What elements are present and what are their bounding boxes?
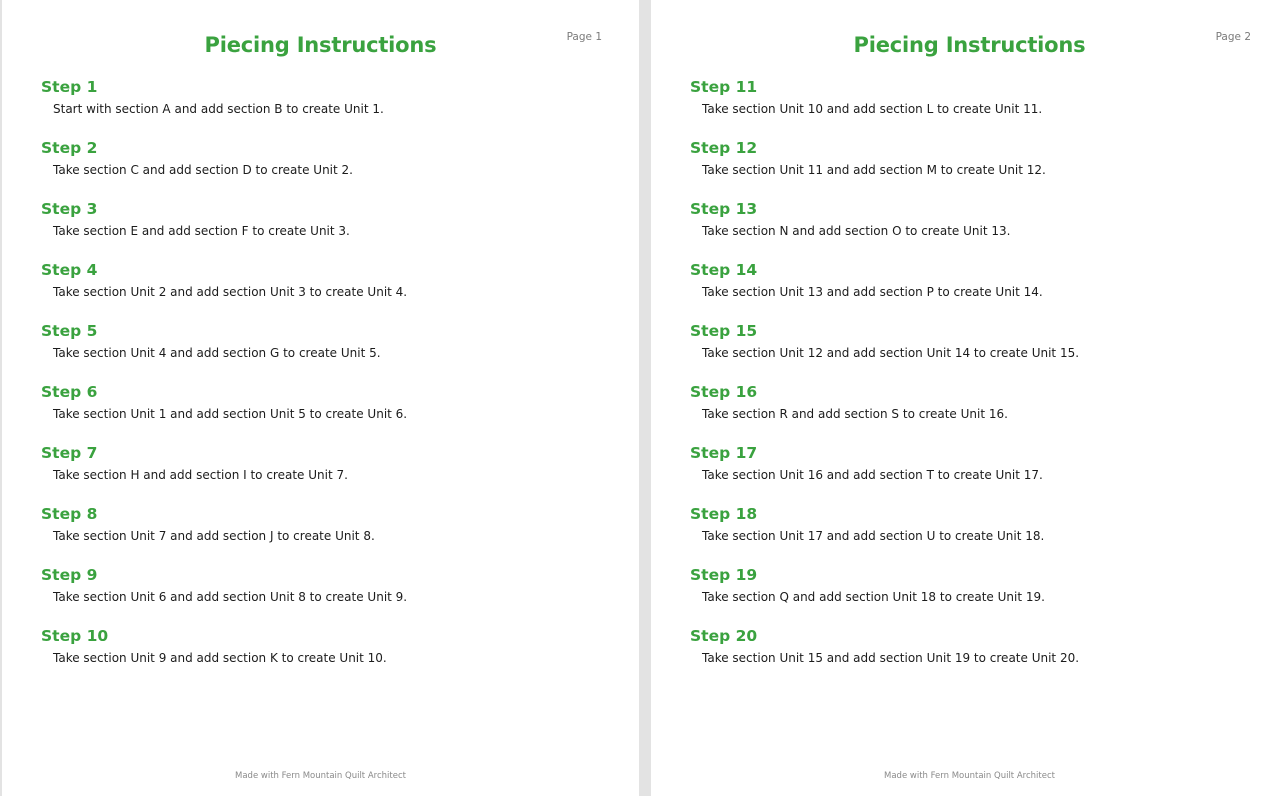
step-heading: Step 9: [41, 566, 98, 584]
step-heading: Step 4: [41, 261, 98, 279]
document-page-1: [2, 0, 639, 796]
step-instruction: Take section Unit 10 and add section L to create Unit 11.: [702, 102, 1043, 116]
step-item: [41, 443, 601, 504]
step-instruction: Take section Unit 16 and add section T to create Unit 17.: [702, 468, 1043, 482]
step-item: [690, 138, 1250, 199]
step-instruction: Take section Unit 6 and add section Unit 8 to create Unit 9.: [53, 590, 408, 604]
step-heading: Step 8: [41, 505, 98, 523]
step-item: [690, 443, 1250, 504]
step-instruction: Take section Unit 2 and add section Unit 3 to create Unit 4.: [53, 285, 408, 299]
step-instruction: Take section Q and add section Unit 18 to create Unit 19.: [702, 590, 1045, 604]
step-heading: Step 19: [690, 566, 758, 584]
page-title: Piecing Instructions: [853, 33, 1086, 57]
step-heading: Step 11: [690, 78, 758, 96]
step-item: [690, 199, 1250, 260]
step-item: [690, 565, 1250, 626]
step-instruction: Take section Unit 11 and add section M to create Unit 12.: [702, 163, 1046, 177]
step-instruction: Take section C and add section D to create Unit 2.: [53, 163, 353, 177]
step-instruction: Take section Unit 1 and add section Unit 5 to create Unit 6.: [53, 407, 408, 421]
step-instruction: Take section R and add section S to create Unit 16.: [702, 407, 1008, 421]
step-item: [41, 77, 601, 138]
step-instruction: Take section H and add section I to create Unit 7.: [53, 468, 348, 482]
step-instruction: Take section Unit 17 and add section U to create Unit 18.: [702, 529, 1045, 543]
step-item: [690, 626, 1250, 687]
step-list: [690, 77, 1250, 687]
step-instruction: Take section N and add section O to create Unit 13.: [702, 224, 1011, 238]
step-heading: Step 10: [41, 627, 109, 645]
page-number: Page 2: [1215, 31, 1251, 43]
step-instruction: Take section Unit 9 and add section K to create Unit 10.: [53, 651, 387, 665]
step-instruction: Start with section A and add section B to create Unit 1.: [53, 102, 384, 116]
step-heading: Step 18: [690, 505, 758, 523]
step-heading: Step 1: [41, 78, 98, 96]
page-footer: Made with Fern Mountain Quilt Architect: [235, 771, 406, 781]
step-instruction: Take section Unit 4 and add section G to create Unit 5.: [53, 346, 381, 360]
step-item: [690, 504, 1250, 565]
step-instruction: Take section Unit 7 and add section J to create Unit 8.: [53, 529, 375, 543]
step-item: [41, 504, 601, 565]
step-item: [41, 199, 601, 260]
step-item: [690, 77, 1250, 138]
step-heading: Step 17: [690, 444, 758, 462]
step-item: [41, 565, 601, 626]
step-instruction: Take section Unit 13 and add section P to create Unit 14.: [702, 285, 1043, 299]
step-heading: Step 5: [41, 322, 98, 340]
step-instruction: Take section Unit 12 and add section Unit 14 to create Unit 15.: [702, 346, 1080, 360]
step-item: [41, 260, 601, 321]
step-heading: Step 20: [690, 627, 758, 645]
page-title: Piecing Instructions: [204, 33, 437, 57]
step-item: [41, 626, 601, 687]
step-heading: Step 12: [690, 139, 758, 157]
step-item: [41, 321, 601, 382]
step-heading: Step 15: [690, 322, 758, 340]
step-heading: Step 14: [690, 261, 758, 279]
step-heading: Step 13: [690, 200, 758, 218]
step-list: [41, 77, 601, 687]
step-instruction: Take section E and add section F to create Unit 3.: [53, 224, 350, 238]
step-heading: Step 3: [41, 200, 98, 218]
step-item: [690, 382, 1250, 443]
step-item: [41, 382, 601, 443]
step-item: [41, 138, 601, 199]
step-heading: Step 7: [41, 444, 98, 462]
step-heading: Step 16: [690, 383, 758, 401]
step-instruction: Take section Unit 15 and add section Unit 19 to create Unit 20.: [702, 651, 1080, 665]
page-number: Page 1: [566, 31, 602, 43]
document-page-2: [651, 0, 1287, 796]
step-heading: Step 6: [41, 383, 98, 401]
step-item: [690, 260, 1250, 321]
step-item: [690, 321, 1250, 382]
page-footer: Made with Fern Mountain Quilt Architect: [884, 771, 1055, 781]
step-heading: Step 2: [41, 139, 98, 157]
